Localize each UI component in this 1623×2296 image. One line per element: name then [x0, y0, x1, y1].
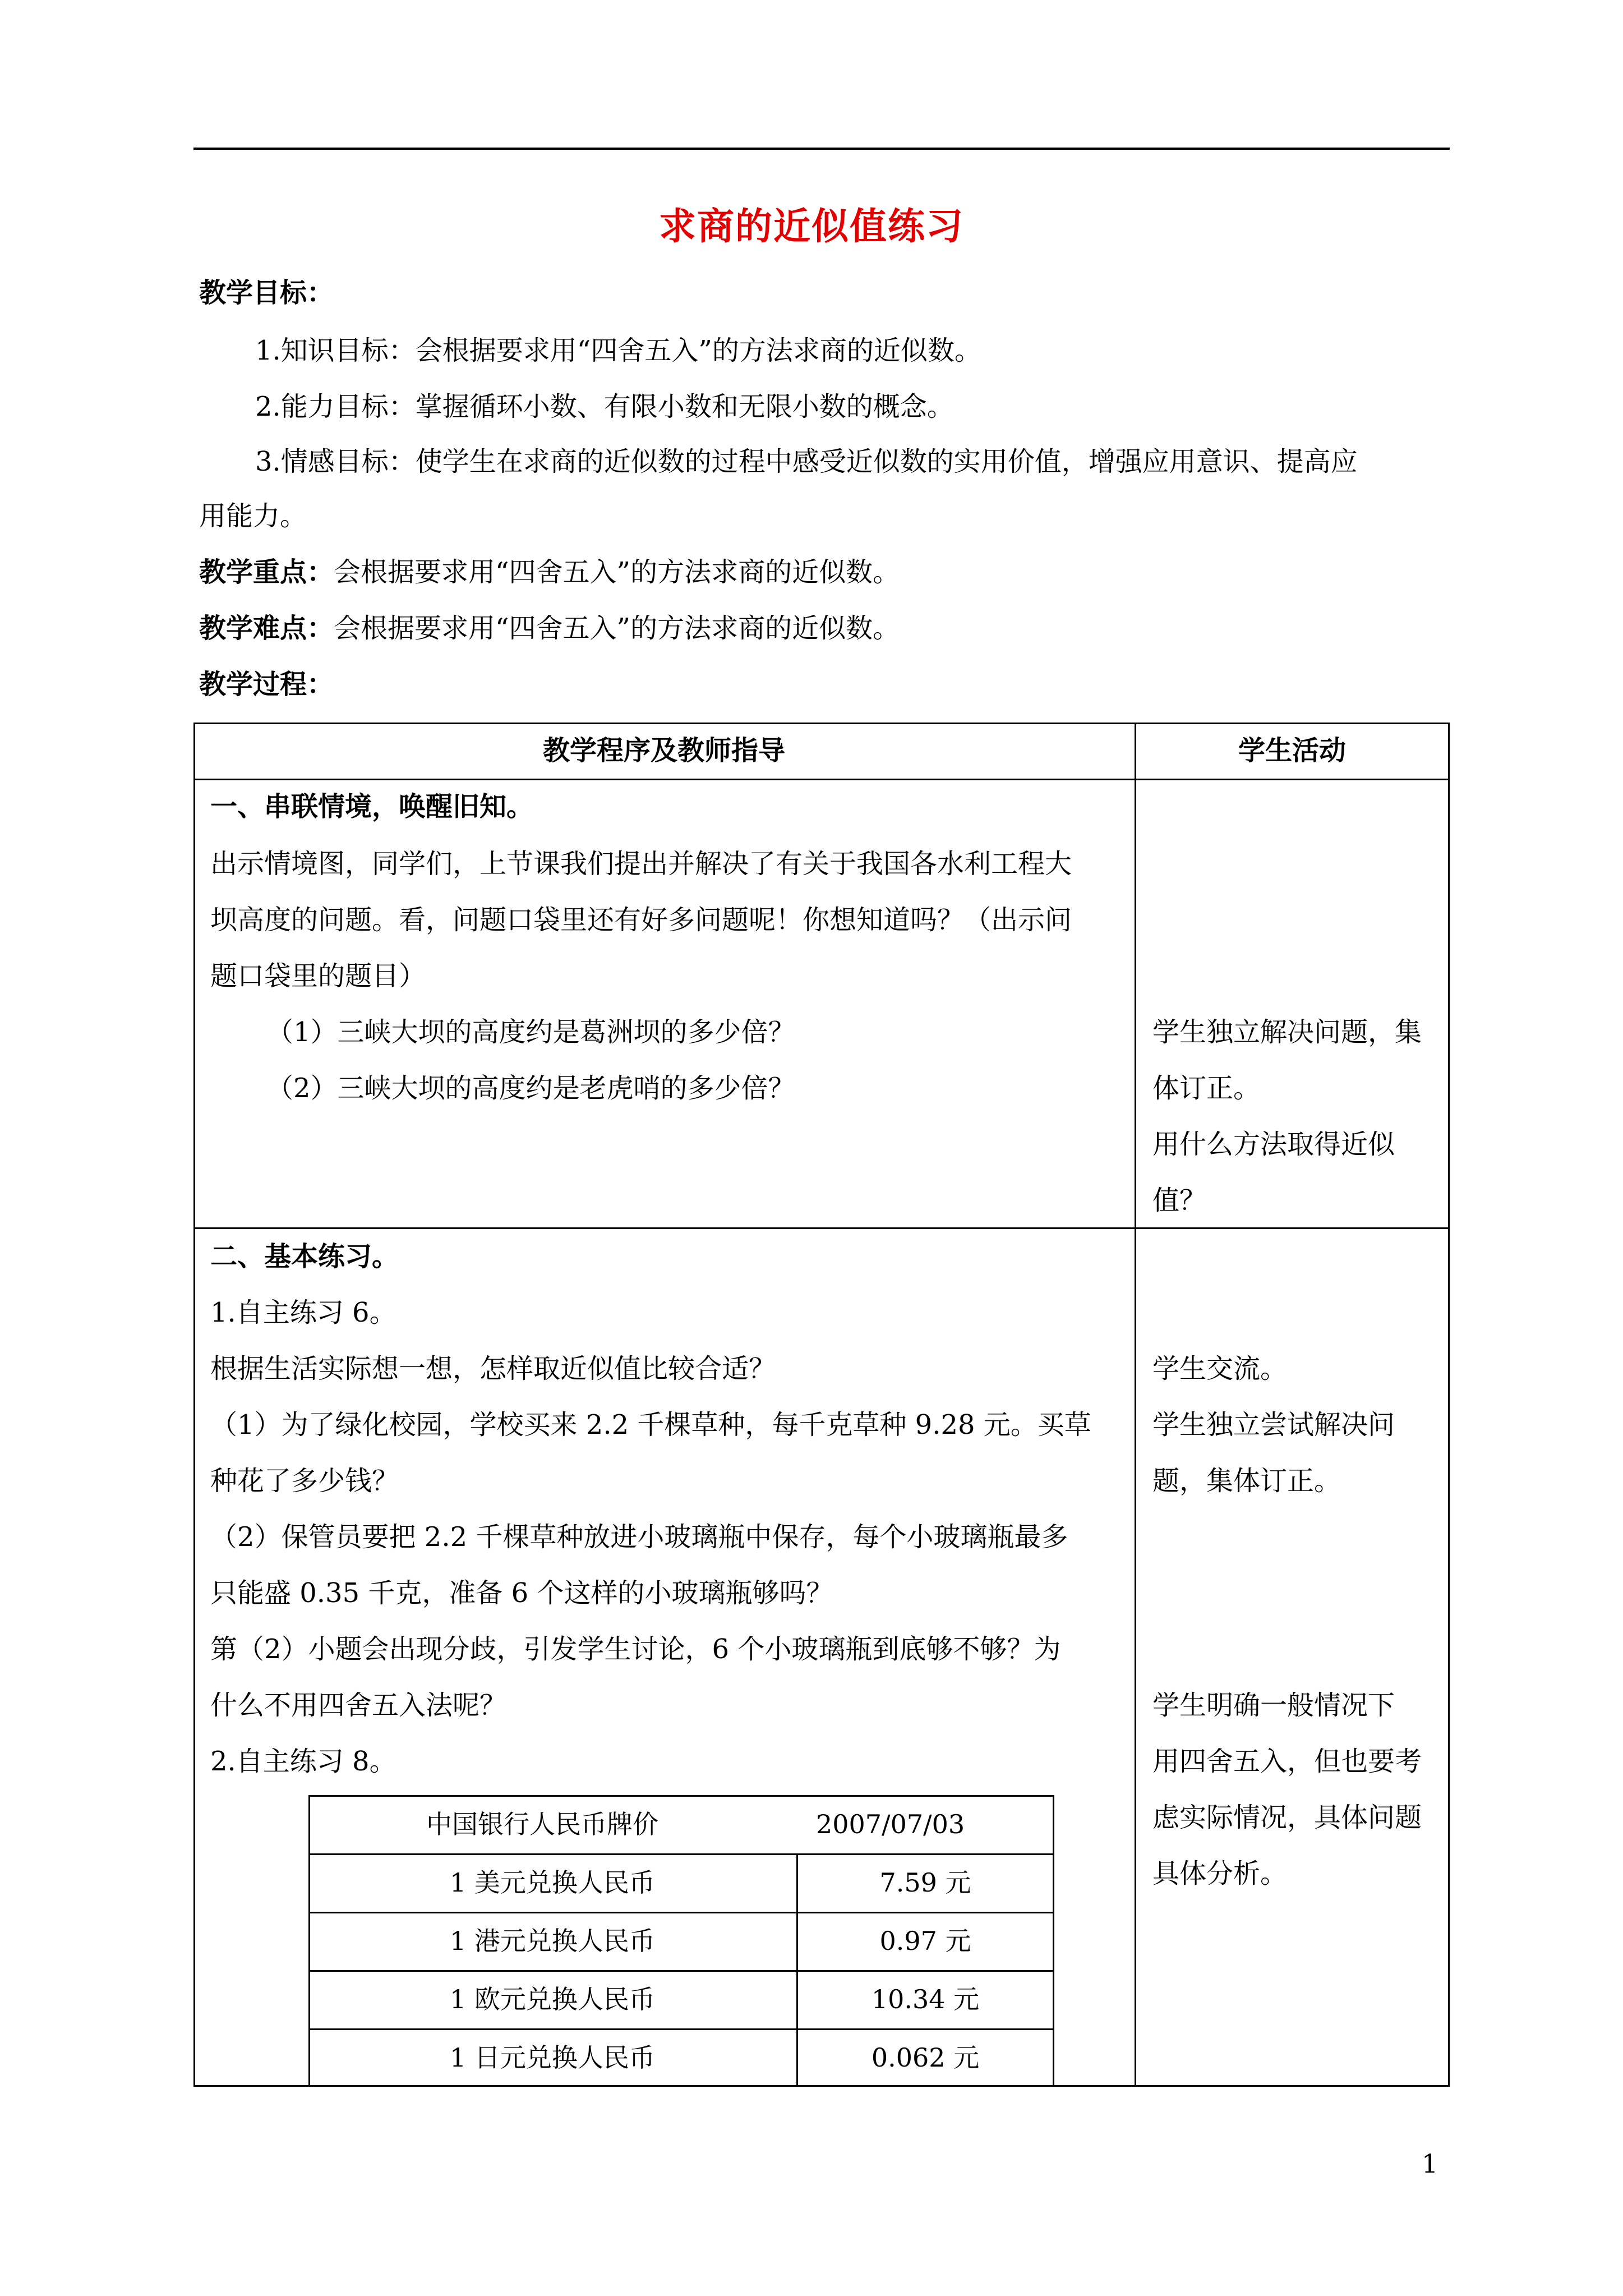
section2-line: 2.自主练习 8。 — [210, 1746, 396, 1777]
exchange-rate-value: 0.97 元 — [879, 1926, 971, 1956]
section1-student-line: 体订正。 — [1152, 1073, 1261, 1104]
objective-emotion-line2: 用能力。 — [199, 500, 307, 532]
process-table-column-divider — [1135, 723, 1136, 2087]
page-number: 1 — [1422, 2148, 1438, 2179]
section1-line: 题口袋里的题目） — [210, 960, 426, 992]
section1-student-line: 用什么方法取得近似 — [1152, 1129, 1395, 1160]
section2-student-line: 学生明确一般情况下 — [1152, 1690, 1395, 1721]
exchange-rate-value: 7.59 元 — [879, 1867, 971, 1898]
section2-student-line: 学生独立尝试解决问 — [1152, 1409, 1395, 1441]
header-rule — [193, 148, 1450, 150]
section2-line: 根据生活实际想一想，怎样取近似值比较合适？ — [210, 1353, 776, 1384]
column-header-teacher: 教学程序及教师指导 — [542, 735, 785, 766]
exchange-rate-label: 1 日元兑换人民币 — [450, 2042, 655, 2073]
key-point-text: 会根据要求用“四舍五入”的方法求商的近似数。 — [334, 556, 900, 588]
section2-student-line: 虑实际情况，具体问题 — [1152, 1802, 1422, 1833]
section1-question-2: （2）三峡大坝的高度约是老虎哨的多少倍？ — [266, 1073, 795, 1104]
section2-line: （1）为了绿化校园，学校买来 2.2 千棵草种，每千克草种 9.28 元。买草 — [210, 1409, 1091, 1441]
column-header-student: 学生活动 — [1238, 735, 1346, 766]
process-heading: 教学过程： — [199, 669, 334, 700]
section2-line: （2）保管员要把 2.2 千棵草种放进小玻璃瓶中保存，每个小玻璃瓶最多 — [210, 1521, 1068, 1553]
section1-line: 出示情境图，同学们，上节课我们提出并解决了有关于我国各水利工程大 — [210, 848, 1072, 880]
section1-question-1: （1）三峡大坝的高度约是葛洲坝的多少倍？ — [266, 1016, 795, 1048]
section2-line: 种花了多少钱？ — [210, 1465, 399, 1497]
section2-student-line: 学生交流。 — [1152, 1353, 1288, 1384]
objective-ability: 2.能力目标：掌握循环小数、有限小数和无限小数的概念。 — [255, 391, 954, 422]
difficulty-label: 教学难点： — [199, 613, 334, 644]
exchange-rate-value: 0.062 元 — [871, 2042, 980, 2073]
section1-line: 坝高度的问题。看，问题口袋里还有好多问题呢！你想知道吗？（出示问 — [210, 904, 1072, 936]
exchange-rate-label: 1 美元兑换人民币 — [450, 1867, 655, 1898]
difficulty-point — [199, 600, 900, 656]
objectives-heading: 教学目标： — [199, 277, 334, 309]
section2-line: 第（2）小题会出现分歧，引发学生讨论，6 个小玻璃瓶到底够不够？为 — [210, 1634, 1061, 1665]
section2-line: 1.自主练习 6。 — [210, 1297, 396, 1328]
exchange-rate-label: 1 港元兑换人民币 — [450, 1926, 655, 1956]
section1-student-line: 学生独立解决问题，集 — [1152, 1016, 1422, 1048]
key-point — [199, 544, 900, 600]
section2-line: 只能盛 0.35 千克，准备 6 个这样的小玻璃瓶够吗？ — [210, 1577, 833, 1609]
document-title: 求商的近似值练习 — [659, 205, 964, 248]
exchange-table-date: 2007/07/03 — [816, 1809, 965, 1839]
objective-knowledge: 1.知识目标：会根据要求用“四舍五入”的方法求商的近似数。 — [255, 335, 981, 366]
section2-student-line: 题，集体订正。 — [1152, 1465, 1341, 1497]
objective-emotion-line1: 3.情感目标：使学生在求商的近似数的过程中感受近似数的实用价值，增强应用意识、提高应 — [255, 446, 1358, 477]
section2-student-line: 具体分析。 — [1152, 1858, 1288, 1889]
section1-title: 一、串联情境，唤醒旧知。 — [210, 791, 534, 822]
exchange-rate-label: 1 欧元兑换人民币 — [450, 1984, 655, 2014]
key-point-label: 教学重点： — [199, 556, 334, 588]
exchange-rate-value: 10.34 元 — [871, 1984, 980, 2014]
section2-line: 什么不用四舍五入法呢？ — [210, 1690, 507, 1721]
section2-title: 二、基本练习。 — [210, 1241, 399, 1272]
section2-student-line: 用四舍五入，但也要考 — [1152, 1746, 1422, 1777]
section1-student-line: 值？ — [1152, 1185, 1207, 1216]
difficulty-text: 会根据要求用“四舍五入”的方法求商的近似数。 — [334, 613, 900, 644]
exchange-table-title: 中国银行人民币牌价 — [426, 1809, 658, 1839]
